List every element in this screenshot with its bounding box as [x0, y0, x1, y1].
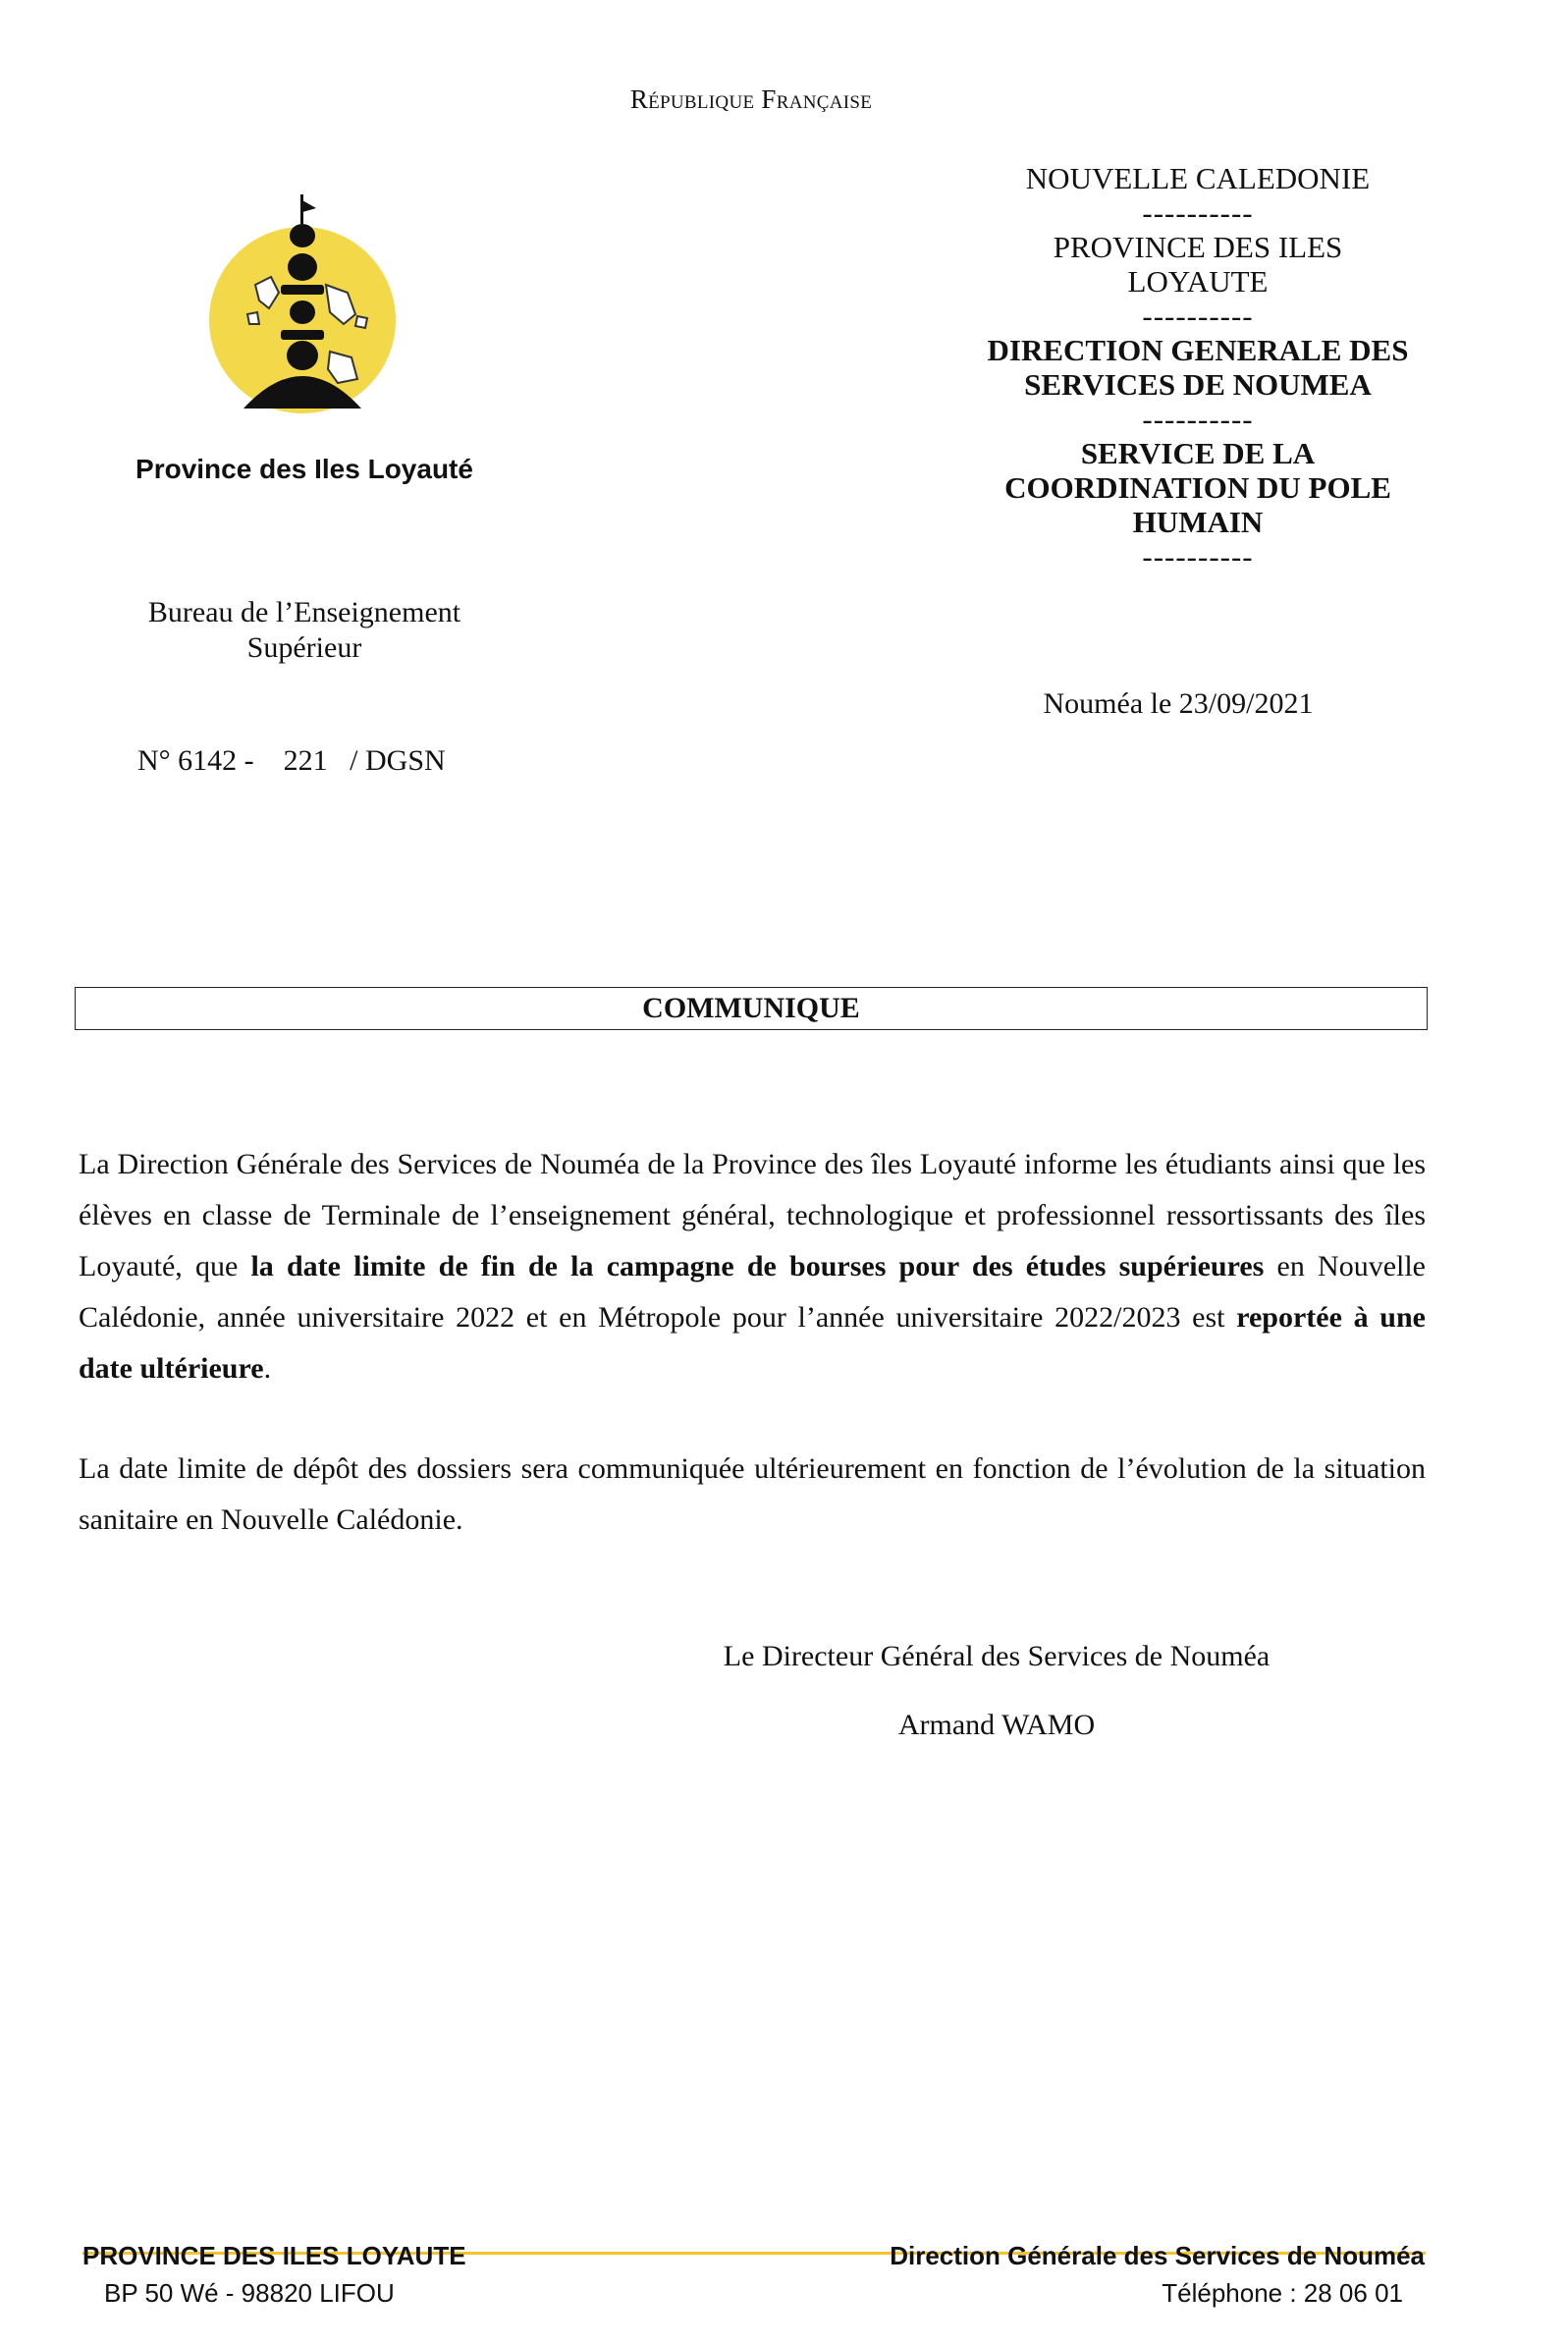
reference-number: N° 6142 - 221 / DGSN: [137, 744, 446, 777]
signatory-name: Armand WAMO: [897, 1709, 1096, 1741]
province-logo: [200, 187, 406, 422]
logo-caption: Province des Iles Loyauté: [135, 454, 473, 484]
republique-francaise-heading: République Française: [629, 84, 873, 114]
separator: ----------: [1142, 299, 1254, 333]
paragraph-1-text-3: .: [263, 1352, 272, 1385]
paragraph-1-bold-2: reportée à une date ultérieure: [79, 1301, 1426, 1385]
footer-direction: Direction Générale des Services de Nouméa: [890, 2241, 1425, 2270]
footer-org: PROVINCE DES ILES LOYAUTE: [82, 2241, 466, 2270]
separator: ----------: [1142, 539, 1254, 573]
nouvelle-caledonie-line: NOUVELLE CALEDONIE: [1025, 161, 1371, 195]
paragraph-1-text: La Direction Générale des Services de Nouméa de la Province des îles Loyauté informe les étudiants ainsi que les élèves en classe de Terminale de l’enseignement général, technologique et professionnel ressortissants des îles Loyauté, que: [79, 1148, 1426, 1282]
separator: ----------: [1142, 402, 1254, 436]
separator: ----------: [1142, 195, 1254, 230]
direction-line: DIRECTION GENERALE DES SERVICES DE NOUMEA: [987, 333, 1409, 402]
footer-phone: Téléphone : 28 06 01: [1162, 2278, 1403, 2308]
signatory-title: Le Directeur Général des Services de Nouméa: [723, 1640, 1271, 1672]
paragraph-1: [79, 1139, 1426, 1394]
service-line: SERVICE DE LA COORDINATION DU POLE HUMAIN: [1004, 436, 1391, 539]
footer-address: BP 50 Wé - 98820 LIFOU: [104, 2278, 395, 2308]
communique-title: COMMUNIQUE: [75, 987, 1428, 1030]
paragraph-1-bold-1: la date limite de fin de la campagne de bourses pour des études supérieures: [250, 1250, 1265, 1282]
bureau-label: Bureau de l’Enseignement Supérieur: [147, 596, 461, 664]
paragraph-2: La date limite de dépôt des dossiers sera communiquée ultérieurement en fonction de l’évolution de la situation sanitaire en Nouvelle Calédonie.: [79, 1452, 1426, 1536]
document-date: Nouméa le 23/09/2021: [1043, 687, 1314, 720]
paragraph-1-text-2: en Nouvelle Calédonie, année universitaire 2022 et en Métropole pour l’année universitaire 2022/2023 est: [79, 1250, 1426, 1334]
province-line: PROVINCE DES ILES LOYAUTE: [1053, 230, 1343, 299]
administrative-header: [982, 161, 1414, 573]
